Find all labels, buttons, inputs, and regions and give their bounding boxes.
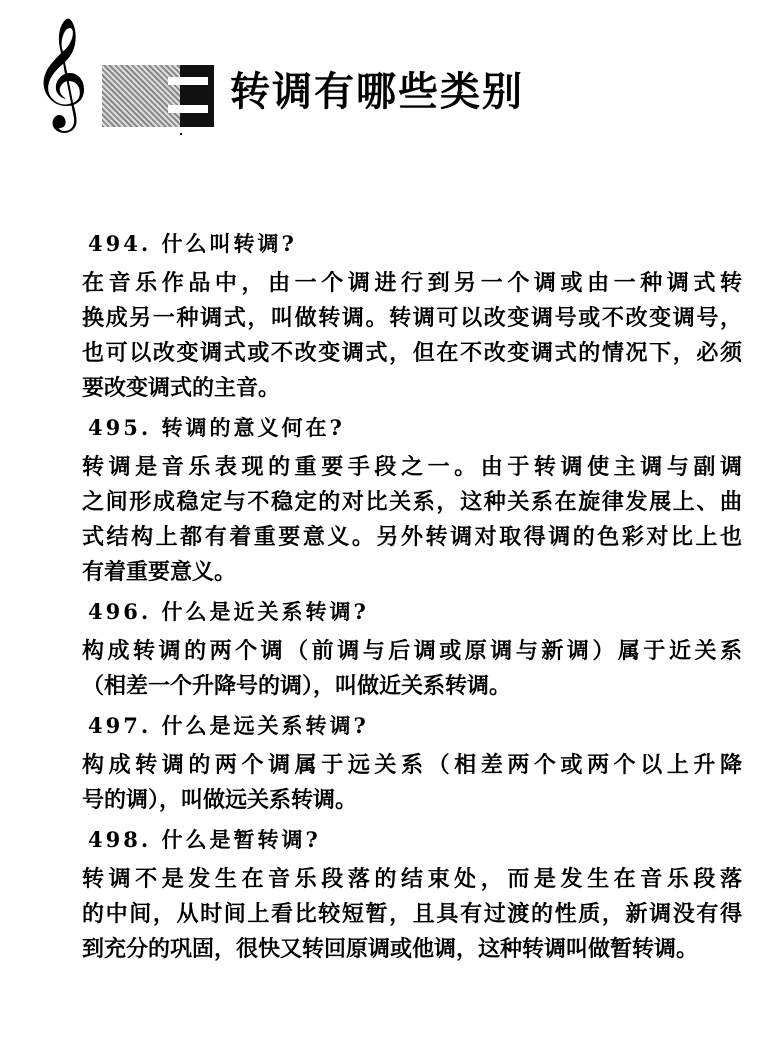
answer-line: 有着重要意义。 [82, 559, 237, 585]
question-heading: 495. 转调的意义何在? [88, 415, 345, 440]
document-body [82, 222, 742, 967]
answer-line: 之间形成稳定与不稳定的对比关系，这种关系在旋律发展上、曲 [82, 489, 742, 515]
answer-line: 转调不是发生在音乐段落的结束处，而是发生在音乐段落 [82, 866, 742, 892]
answer-line: 要改变调式的主音。 [82, 375, 281, 401]
chapter-header [30, 16, 550, 130]
scan-speck [180, 133, 182, 135]
answer-line: 在音乐作品中，由一个调进行到另一个调或由一种调式转 [82, 270, 742, 296]
answer-line: 构成转调的两个调属于远关系（相差两个或两个以上升降 [82, 752, 742, 778]
answer-line: 构成转调的两个调（前调与后调或原调与新调）属于近关系 [82, 638, 742, 664]
chapter-badge [102, 65, 214, 127]
answer-line: 转调是音乐表现的重要手段之一。由于转调使主调与副调 [82, 454, 742, 480]
question-heading: 496. 什么是近关系转调? [88, 599, 369, 624]
answer-line: 到充分的巩固，很快又转回原调或他调，这种转调叫做暂转调。 [82, 936, 699, 962]
answer-line: 的中间，从时间上看比较短暂，且具有过渡的性质，新调没有得 [82, 901, 742, 927]
question-heading: 494. 什么叫转调? [88, 231, 297, 256]
answer-line: 也可以改变调式或不改变调式，但在不改变调式的情况下，必须 [82, 340, 742, 366]
question-heading: 497. 什么是远关系转调? [88, 713, 369, 738]
answer-line: （相差一个升降号的调），叫做近关系转调。 [82, 673, 512, 699]
treble-clef-icon: 𝄞 [32, 16, 89, 128]
page-title: 转调有哪些类别 [230, 69, 524, 115]
question-heading: 498. 什么是暂转调? [88, 827, 321, 852]
answer-line: 号的调），叫做远关系转调。 [82, 787, 358, 813]
answer-line: 换成另一种调式，叫做转调。转调可以改变调号或不改变调号， [82, 305, 742, 331]
answer-line: 式结构上都有着重要意义。另外转调对取得调的色彩对比上也 [82, 524, 742, 550]
